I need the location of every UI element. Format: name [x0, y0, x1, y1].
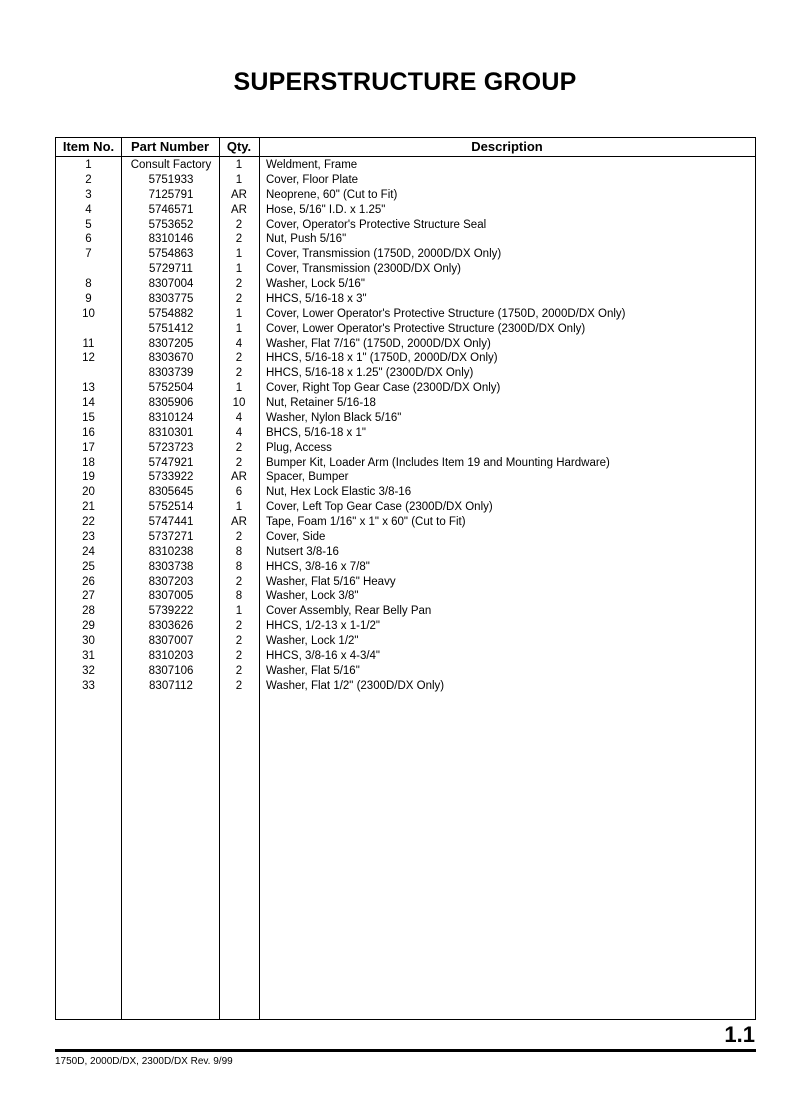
cell-qty: 2: [235, 352, 243, 365]
cell-item-no: 3: [85, 188, 92, 201]
table-row: [56, 218, 755, 233]
cell-qty: 2: [235, 635, 243, 647]
table-row: [56, 411, 755, 426]
cell-description: Nut, Push 5/16": [266, 233, 347, 246]
cell-qty: 2: [235, 441, 243, 454]
cell-item-no: 21: [82, 501, 95, 514]
cell-description: Washer, Nylon Black 5/16": [266, 411, 402, 424]
cell-item-no: 11: [82, 337, 95, 350]
cell-item-no: 9: [85, 292, 92, 305]
cell-part-number: 5751933: [148, 173, 194, 186]
table-row: [56, 649, 755, 664]
table-row: [56, 262, 755, 277]
cell-part-number: 8310203: [148, 649, 194, 662]
cell-qty: 2: [235, 649, 243, 662]
cell-part-number: 5754882: [148, 307, 194, 320]
cell-item-no: 13: [82, 382, 95, 395]
table-body: [56, 158, 755, 694]
cell-description: HHCS, 5/16-18 x 1.25" (2300D/DX Only): [266, 367, 474, 380]
cell-part-number: 8303775: [148, 292, 194, 305]
cell-item-no: 1: [85, 159, 92, 171]
table-row: [56, 426, 755, 441]
cell-qty: 4: [235, 337, 243, 350]
table-row: [56, 173, 755, 188]
cell-description: Washer, Flat 1/2" (2300D/DX Only): [266, 679, 445, 692]
header-item-no: Item No.: [62, 139, 115, 154]
cell-description: Neoprene, 60" (Cut to Fit): [266, 188, 398, 201]
cell-description: Washer, Lock 3/8": [266, 590, 359, 603]
parts-table: [55, 137, 756, 1020]
cell-qty: 1: [235, 248, 243, 261]
cell-part-number: 8310301: [148, 426, 194, 439]
table-row: [56, 292, 755, 307]
cell-part-number: 5747441: [148, 516, 194, 528]
cell-description: Plug, Access: [266, 441, 332, 454]
cell-item-no: 4: [85, 203, 92, 216]
cell-part-number: 5746571: [148, 203, 194, 216]
cell-description: Nut, Retainer 5/16-18: [266, 397, 376, 409]
cell-part-number: 8310238: [148, 545, 194, 558]
cell-item-no: 31: [82, 649, 95, 662]
table-row: [56, 396, 755, 411]
cell-qty: 1: [235, 173, 243, 186]
cell-description: Tape, Foam 1/16" x 1" x 60" (Cut to Fit): [266, 516, 466, 528]
table-row: [56, 158, 755, 173]
table-row: [56, 604, 755, 619]
cell-qty: AR: [231, 203, 247, 216]
cell-part-number: 8307004: [148, 278, 194, 290]
cell-qty: 8: [235, 590, 243, 603]
cell-qty: 2: [235, 218, 243, 231]
cell-qty: 4: [235, 426, 243, 439]
cell-qty: 2: [235, 292, 243, 305]
table-row: [56, 545, 755, 560]
cell-qty: 2: [235, 233, 243, 246]
cell-item-no: 12: [82, 352, 95, 365]
table-row: [56, 441, 755, 456]
cell-description: Washer, Flat 5/16" Heavy: [266, 575, 396, 588]
cell-part-number: 8307203: [148, 575, 194, 588]
table-row: [56, 351, 755, 366]
cell-qty: AR: [231, 471, 247, 484]
cell-part-number: 8307005: [148, 590, 194, 603]
cell-item-no: 10: [82, 307, 95, 320]
cell-qty: 2: [235, 664, 243, 677]
cell-description: Cover, Right Top Gear Case (2300D/DX Only): [266, 382, 501, 395]
cell-item-no: 2: [85, 173, 92, 186]
cell-part-number: 8303626: [148, 620, 194, 633]
cell-item-no: 32: [82, 664, 95, 677]
cell-item-no: 15: [82, 411, 95, 424]
cell-item-no: 23: [82, 530, 95, 543]
cell-part-number: 8303739: [148, 367, 194, 380]
cell-qty: 8: [235, 560, 243, 573]
cell-part-number: 5733922: [148, 471, 194, 484]
cell-description: Cover, Lower Operator's Protective Structure (1750D, 2000D/DX Only): [266, 307, 626, 320]
cell-part-number: 8305906: [148, 397, 194, 409]
cell-description: Cover, Floor Plate: [266, 173, 359, 186]
cell-item-no: 20: [82, 486, 95, 499]
table-row: [56, 530, 755, 545]
cell-description: Bumper Kit, Loader Arm (Includes Item 19 and Mounting Hardware): [266, 456, 610, 469]
table-row: [56, 381, 755, 396]
cell-description: Cover, Lower Operator's Protective Structure (2300D/DX Only): [266, 322, 586, 335]
cell-item-no: 33: [82, 679, 95, 692]
cell-part-number: 8303738: [148, 560, 194, 573]
footer-rule: [55, 1049, 756, 1052]
cell-description: HHCS, 3/8-16 x 7/8": [266, 560, 370, 573]
table-row: [56, 560, 755, 575]
cell-item-no: 26: [82, 575, 95, 588]
cell-part-number: 5747921: [148, 456, 194, 469]
cell-description: HHCS, 1/2-13 x 1-1/2": [266, 620, 381, 633]
cell-qty: AR: [231, 188, 247, 201]
table-row: [56, 500, 755, 515]
cell-qty: AR: [231, 516, 247, 528]
cell-description: Spacer, Bumper: [266, 471, 349, 484]
cell-description: Nutsert 3/8-16: [266, 545, 339, 558]
cell-qty: 1: [235, 322, 243, 335]
cell-description: Washer, Lock 5/16": [266, 278, 365, 290]
cell-item-no: 22: [82, 516, 95, 528]
cell-qty: 2: [235, 530, 243, 543]
cell-item-no: 8: [85, 278, 92, 290]
cell-item-no: 7: [85, 248, 92, 261]
cell-part-number: 5753652: [148, 218, 194, 231]
table-row: [56, 366, 755, 381]
cell-part-number: 8307205: [148, 337, 194, 350]
cell-qty: 2: [235, 679, 243, 692]
cell-qty: 1: [235, 501, 243, 514]
table-row: [56, 247, 755, 262]
cell-qty: 2: [235, 575, 243, 588]
cell-description: Cover, Left Top Gear Case (2300D/DX Only): [266, 501, 493, 514]
cell-part-number: 5754863: [148, 248, 194, 261]
cell-qty: 6: [235, 486, 243, 499]
cell-qty: 2: [235, 620, 243, 633]
table-row: [56, 664, 755, 679]
cell-item-no: 24: [82, 545, 95, 558]
cell-qty: 1: [235, 263, 243, 276]
cell-item-no: 29: [82, 620, 95, 633]
cell-part-number: 5723723: [148, 441, 194, 454]
cell-qty: 2: [235, 456, 243, 469]
cell-part-number: 8307112: [149, 679, 193, 692]
cell-description: Nut, Hex Lock Elastic 3/8-16: [266, 486, 412, 499]
cell-qty: 1: [235, 382, 243, 395]
cell-description: Cover, Transmission (2300D/DX Only): [266, 263, 461, 276]
cell-item-no: 16: [82, 426, 95, 439]
table-row: [56, 634, 755, 649]
cell-description: Washer, Flat 7/16" (1750D, 2000D/DX Only): [266, 337, 491, 350]
cell-part-number: 5752514: [148, 501, 194, 514]
cell-item-no: 25: [82, 560, 95, 573]
header-description: Description: [471, 139, 543, 154]
table-row: [56, 322, 755, 337]
cell-part-number: 5751412: [148, 322, 194, 335]
cell-description: Washer, Lock 1/2": [266, 635, 359, 647]
cell-qty: 4: [235, 411, 243, 424]
table-row: [56, 337, 755, 352]
cell-item-no: 6: [85, 233, 92, 246]
table-row: [56, 188, 755, 203]
cell-description: Cover, Operator's Protective Structure Seal: [266, 218, 487, 231]
cell-description: Cover Assembly, Rear Belly Pan: [266, 605, 432, 618]
cell-qty: 1: [235, 159, 243, 171]
header-part-number: Part Number: [130, 139, 210, 154]
cell-item-no: 28: [82, 605, 95, 618]
header-qty: Qty.: [226, 139, 252, 154]
cell-part-number: 8310124: [148, 411, 194, 424]
cell-part-number: 8305645: [148, 486, 194, 499]
cell-item-no: 27: [82, 590, 95, 603]
cell-qty: 8: [235, 545, 243, 558]
cell-item-no: 14: [82, 397, 95, 409]
table-row: [56, 277, 755, 292]
cell-item-no: 19: [82, 471, 95, 484]
table-row: [56, 575, 755, 590]
cell-qty: 2: [235, 278, 243, 290]
cell-description: BHCS, 5/16-18 x 1": [266, 426, 366, 439]
cell-part-number: 8307007: [148, 635, 194, 647]
cell-part-number: 7125791: [148, 188, 194, 201]
cell-part-number: 5737271: [148, 530, 194, 543]
table-row: [56, 307, 755, 322]
cell-part-number: 8307106: [148, 664, 194, 677]
cell-description: Cover, Transmission (1750D, 2000D/DX Only): [266, 248, 502, 261]
cell-part-number: 5729711: [149, 263, 193, 276]
cell-description: Washer, Flat 5/16": [266, 664, 360, 677]
table-row: [56, 589, 755, 604]
cell-item-no: 30: [82, 635, 95, 647]
cell-qty: 10: [232, 397, 246, 409]
cell-description: HHCS, 5/16-18 x 3": [266, 292, 367, 305]
table-row: [56, 456, 755, 471]
cell-part-number: 5739222: [148, 605, 194, 618]
table-row: [56, 470, 755, 485]
page-title: SUPERSTRUCTURE GROUP: [233, 68, 577, 96]
cell-part-number: Consult Factory: [130, 159, 212, 171]
cell-description: Weldment, Frame: [266, 159, 358, 171]
cell-description: HHCS, 3/8-16 x 4-3/4": [266, 649, 381, 662]
cell-qty: 1: [235, 307, 243, 320]
cell-description: Hose, 5/16" I.D. x 1.25": [266, 203, 386, 216]
cell-part-number: 8303670: [148, 352, 194, 365]
cell-part-number: 5752504: [148, 382, 194, 395]
table-row: [56, 485, 755, 500]
footer-text: 1750D, 2000D/DX, 2300D/DX Rev. 9/99: [55, 1056, 233, 1067]
table-row: [56, 619, 755, 634]
cell-item-no: 18: [82, 456, 95, 469]
table-row: [56, 203, 755, 218]
table-row: [56, 232, 755, 247]
cell-description: Cover, Side: [266, 530, 326, 543]
cell-description: HHCS, 5/16-18 x 1" (1750D, 2000D/DX Only): [266, 352, 498, 365]
cell-part-number: 8310146: [148, 233, 194, 246]
table-row: [56, 679, 755, 694]
header-divider: [56, 156, 755, 157]
cell-item-no: 5: [85, 218, 92, 231]
table-row: [56, 515, 755, 530]
cell-qty: 1: [235, 605, 243, 618]
cell-item-no: 17: [82, 441, 95, 454]
page-number: 1.1: [724, 1022, 755, 1047]
cell-qty: 2: [235, 367, 243, 380]
